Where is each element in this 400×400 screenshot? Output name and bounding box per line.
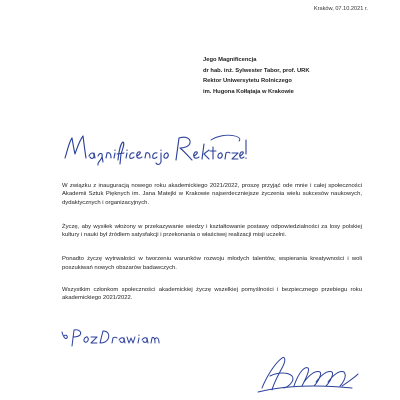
recipient-line: dr hab. inż. Sylwester Tabor, prof. URK: [203, 67, 310, 74]
body-paragraph: W związku z inauguracją nowego roku akademickiego 2021/2022, proszę przyjąć ode mnie i całej społeczności Akademii Sztuk Pięknych im. Jana Matejki w Krakowie najserdeczniejsze życzenia wielu sukcesów naukowych, dydaktycznych i organizacyjnych.: [62, 183, 362, 206]
handwritten-salutation: [63, 130, 248, 170]
handwritten-signature: [252, 352, 362, 397]
recipient-line: Rektor Uniwersytetu Rolniczego: [203, 78, 292, 84]
body-paragraph: Ponadto życzę wytrwałości w tworzeniu warunków rozwoju młodych talentów, wspierania kreatywności i woli poszukiwań nowych obszarów badawczych.: [62, 256, 362, 271]
body-paragraph: Wszystkim członkom społeczności akademickiej życzę wszelkiej pomyślności i bezpiecznego przebiegu roku akademickiego 2021/2022.: [62, 287, 362, 302]
date-line: Kraków, 07.10.2021 r.: [313, 6, 368, 12]
letter-body: [62, 182, 362, 316]
recipient-block: [203, 55, 393, 97]
handwritten-closing: [60, 324, 170, 350]
recipient-line: Jego Magnificencja: [203, 57, 257, 63]
recipient-line: im. Hugona Kołłątaja w Krakowie: [203, 88, 294, 95]
body-paragraph: Życzę, aby wysiłek włożony w przekazywanie wiedzy i kształtowanie postawy odpowiedzialności za losy polskiej kultury i nauki był źródłem satysfakcji i przekonania o właściwej realizacji misji uczelni.: [62, 223, 362, 239]
